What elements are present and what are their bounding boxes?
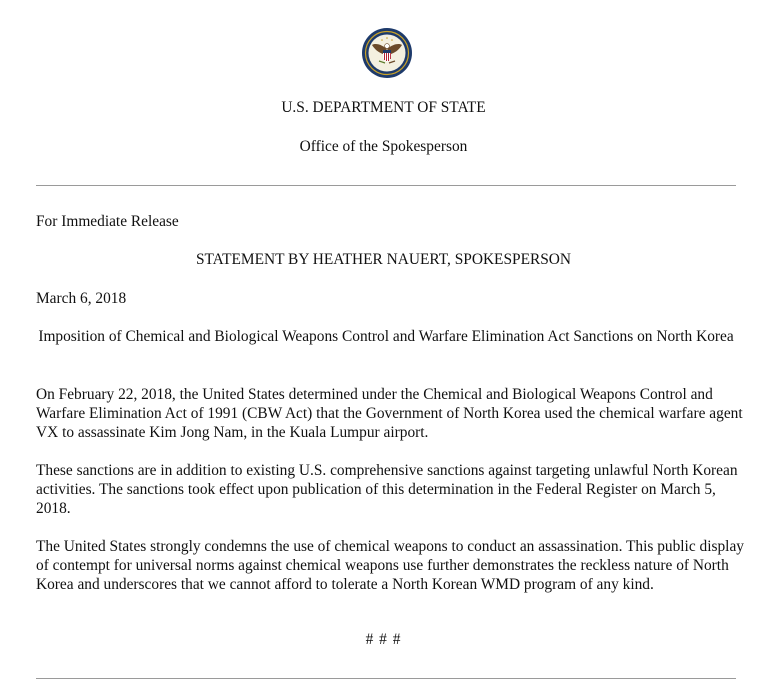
department-heading: U.S. DEPARTMENT OF STATE — [281, 99, 486, 116]
statement-title: STATEMENT BY HEATHER NAUERT, SPOKESPERSON — [195, 251, 572, 268]
end-of-release-mark: # # # — [365, 631, 402, 648]
body-paragraph: On February 22, 2018, the United States determined under the Chemical and Biological Weapons Control and Warfare Elimination Act of 1991 (CBW Act) that the Government of North Korea used the chemical warfare agent VX to assassinate Kim Jong Nam, in the Kuala Lumpur airport. — [36, 386, 743, 441]
header-divider — [36, 185, 736, 186]
release-type: For Immediate Release — [36, 213, 179, 230]
statement-subject: Imposition of Chemical and Biological Weapons Control and Warfare Elimination Act Sanctions on North Korea — [38, 328, 734, 345]
department-of-state-seal-icon — [361, 27, 413, 79]
body-paragraph: The United States strongly condemns the use of chemical weapons to conduct an assassination. This public display of contempt for universal norms against chemical weapons use further demonstrates the reckless nature of North Korea and underscores that we cannot afford to tolerate a North Korean WMD program of any kind. — [36, 538, 744, 593]
footer-divider — [36, 678, 736, 679]
body-paragraph: These sanctions are in addition to existing U.S. comprehensive sanctions against targeting unlawful North Korean activities. The sanctions took effect upon publication of this determination in the Federal Register on March 5, 2018. — [36, 462, 738, 517]
release-date: March 6, 2018 — [36, 290, 127, 307]
office-heading: Office of the Spokesperson — [299, 138, 468, 155]
